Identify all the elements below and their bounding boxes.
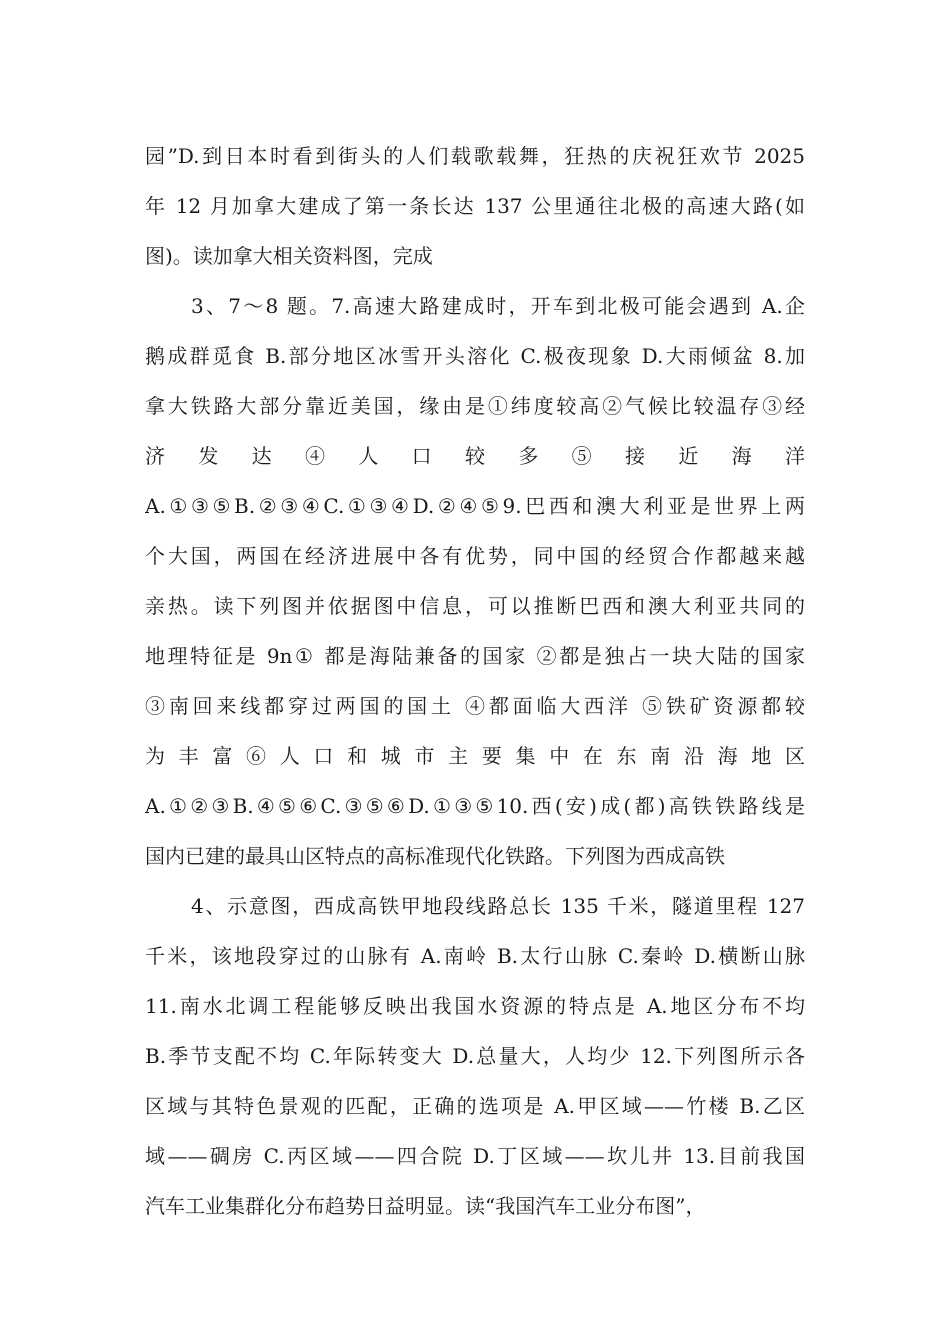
text-line: 济 发 达 ④ 人 口 较 多 ⑤ 接 近 海 洋: [145, 444, 805, 468]
paragraph-2: [145, 281, 805, 881]
text-line: 11.南水北调工程能够反映出我国水资源的特点是 A.地区分布不均: [145, 994, 805, 1018]
text-line: 地理特征是 9n① 都是海陆兼备的国家 ②都是独占一块大陆的国家: [145, 644, 805, 668]
text-line: 国内已建的最具山区特点的高标准现代化铁路。下列图为西成高铁: [145, 844, 725, 868]
text-line: ③南回来线都穿过两国的国土 ④都面临大西洋 ⑤铁矿资源都较: [145, 694, 805, 718]
text-line: 亲热。读下列图并依据图中信息，可以推断巴西和澳大利亚共同的: [145, 594, 805, 618]
text-line: 拿大铁路大部分靠近美国，缘由是①纬度较高②气候比较温存③经: [145, 394, 805, 418]
text-line: 为 丰 富 ⑥ 人 口 和 城 市 主 要 集 中 在 东 南 沿 海 地 区: [145, 744, 805, 768]
text-line: 3、7～8 题。7.高速大路建成时，开车到北极可能会遇到 A.企: [191, 294, 805, 318]
text-line: 千米，该地段穿过的山脉有 A.南岭 B.太行山脉 C.秦岭 D.横断山脉: [145, 944, 805, 968]
text-line: B.季节支配不均 C.年际转变大 D.总量大，人均少 12.下列图所示各: [145, 1044, 805, 1068]
paragraph-1: [145, 131, 805, 281]
document-body: [145, 131, 805, 1231]
text-line: 汽车工业集群化分布趋势日益明显。读“我国汽车工业分布图”，: [145, 1194, 706, 1218]
text-line: 园”D.到日本时看到街头的人们载歌载舞，狂热的庆祝狂欢节 2025: [145, 144, 805, 168]
text-line: 图)。读加拿大相关资料图，完成: [145, 244, 433, 268]
text-line: 鹅成群觅食 B.部分地区冰雪开头溶化 C.极夜现象 D.大雨倾盆 8.加: [145, 344, 805, 368]
paragraph-3: [145, 881, 805, 1231]
text-line: 区域与其特色景观的匹配，正确的选项是 A.甲区域——竹楼 B.乙区: [145, 1094, 805, 1118]
text-line: 域——碉房 C.丙区域——四合院 D.丁区域——坎儿井 13.目前我国: [145, 1144, 805, 1168]
text-line: A.①②③B.④⑤⑥C.③⑤⑥D.①③⑤10.西(安)成(都)高铁铁路线是: [145, 794, 805, 818]
text-line: 个大国，两国在经济进展中各有优势，同中国的经贸合作都越来越: [145, 544, 805, 568]
text-line: 年 12 月加拿大建成了第一条长达 137 公里通往北极的高速大路(如: [145, 194, 805, 218]
text-line: A.①③⑤B.②③④C.①③④D.②④⑤9.巴西和澳大利亚是世界上两: [145, 494, 805, 518]
text-line: 4、示意图，西成高铁甲地段线路总长 135 千米，隧道里程 127: [191, 894, 805, 918]
